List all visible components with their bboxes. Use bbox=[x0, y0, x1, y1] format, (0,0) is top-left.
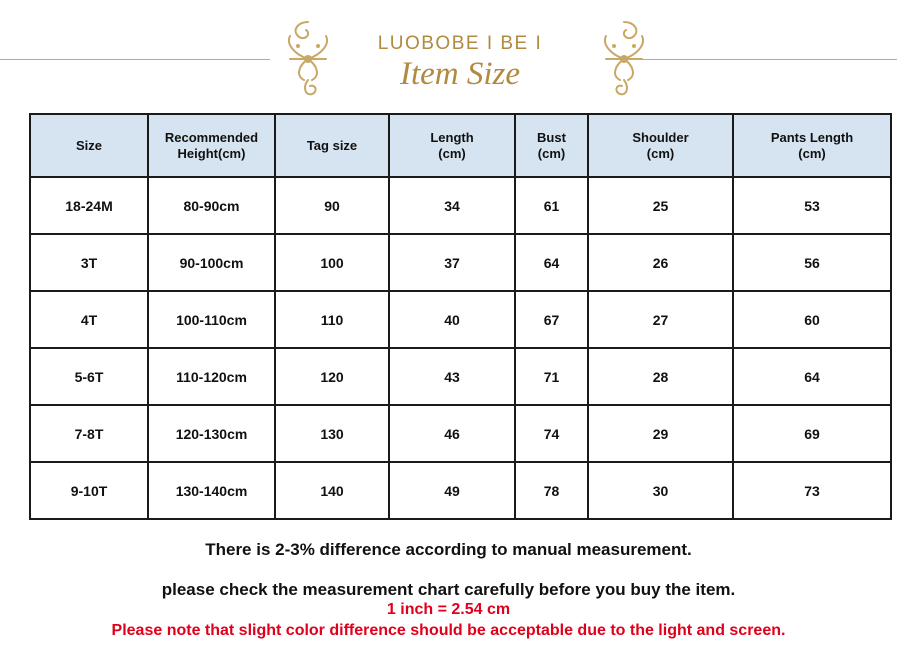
note-color-difference: Please note that slight color difference should be acceptable due to the light and screen. bbox=[111, 622, 786, 639]
table-cell: 29 bbox=[588, 405, 733, 462]
table-row bbox=[30, 291, 891, 348]
table-cell: 110-120cm bbox=[148, 348, 275, 405]
table-cell: 100-110cm bbox=[148, 291, 275, 348]
table-cell: 64 bbox=[515, 234, 588, 291]
table-cell: 61 bbox=[515, 177, 588, 234]
table-cell: 90 bbox=[275, 177, 389, 234]
table-cell: 43 bbox=[389, 348, 515, 405]
table-cell: 37 bbox=[389, 234, 515, 291]
table-cell: 4T bbox=[30, 291, 148, 348]
table-cell: 71 bbox=[515, 348, 588, 405]
table-cell: 120-130cm bbox=[148, 405, 275, 462]
gold-flourish-icon bbox=[268, 14, 348, 104]
table-cell: 80-90cm bbox=[148, 177, 275, 234]
note-inch-conversion: 1 inch = 2.54 cm bbox=[386, 601, 511, 618]
table-cell: 34 bbox=[389, 177, 515, 234]
gold-flourish-icon bbox=[584, 14, 664, 104]
table-row bbox=[30, 405, 891, 462]
table-cell: 69 bbox=[733, 405, 891, 462]
table-cell: 73 bbox=[733, 462, 891, 519]
table-cell: 130 bbox=[275, 405, 389, 462]
table-cell: 120 bbox=[275, 348, 389, 405]
table-cell: 49 bbox=[389, 462, 515, 519]
table-cell: 30 bbox=[588, 462, 733, 519]
table-cell: 40 bbox=[389, 291, 515, 348]
note-check-chart: please check the measurement chart carefully before you buy the item. bbox=[161, 580, 736, 599]
table-row bbox=[30, 177, 891, 234]
column-header-pants-length: Pants Length (cm) bbox=[733, 114, 891, 177]
header-divider-left bbox=[0, 59, 270, 60]
header bbox=[0, 0, 897, 110]
table-cell: 5-6T bbox=[30, 348, 148, 405]
table-cell: 3T bbox=[30, 234, 148, 291]
table-row bbox=[30, 462, 891, 519]
table-cell: 140 bbox=[275, 462, 389, 519]
column-header-length: Length (cm) bbox=[389, 114, 515, 177]
table-cell: 18-24M bbox=[30, 177, 148, 234]
table-row bbox=[30, 234, 891, 291]
column-header-bust: Bust (cm) bbox=[515, 114, 588, 177]
table-cell: 67 bbox=[515, 291, 588, 348]
column-header-tag-size: Tag size bbox=[275, 114, 389, 177]
table-cell: 25 bbox=[588, 177, 733, 234]
table-cell: 110 bbox=[275, 291, 389, 348]
table-cell: 90-100cm bbox=[148, 234, 275, 291]
table-cell: 130-140cm bbox=[148, 462, 275, 519]
brand-name: LUOBOBE I BE I bbox=[377, 33, 543, 54]
header-divider-right bbox=[628, 59, 897, 60]
table-cell: 9-10T bbox=[30, 462, 148, 519]
table-header-row bbox=[30, 114, 891, 177]
table-cell: 28 bbox=[588, 348, 733, 405]
table-cell: 78 bbox=[515, 462, 588, 519]
column-header-recommended-height: Recommended Height(cm) bbox=[148, 114, 275, 177]
table-cell: 100 bbox=[275, 234, 389, 291]
table-cell: 60 bbox=[733, 291, 891, 348]
table-cell: 56 bbox=[733, 234, 891, 291]
table-cell: 53 bbox=[733, 177, 891, 234]
note-measurement-difference: There is 2-3% difference according to manual measurement. bbox=[205, 540, 692, 559]
table-cell: 46 bbox=[389, 405, 515, 462]
column-header-shoulder: Shoulder (cm) bbox=[588, 114, 733, 177]
column-header-size: Size bbox=[30, 114, 148, 177]
table-cell: 26 bbox=[588, 234, 733, 291]
table-cell: 27 bbox=[588, 291, 733, 348]
table-row bbox=[30, 348, 891, 405]
size-table bbox=[29, 113, 892, 520]
table-cell: 74 bbox=[515, 405, 588, 462]
table-cell: 64 bbox=[733, 348, 891, 405]
table-cell: 7-8T bbox=[30, 405, 148, 462]
page-title: Item Size bbox=[399, 56, 521, 92]
